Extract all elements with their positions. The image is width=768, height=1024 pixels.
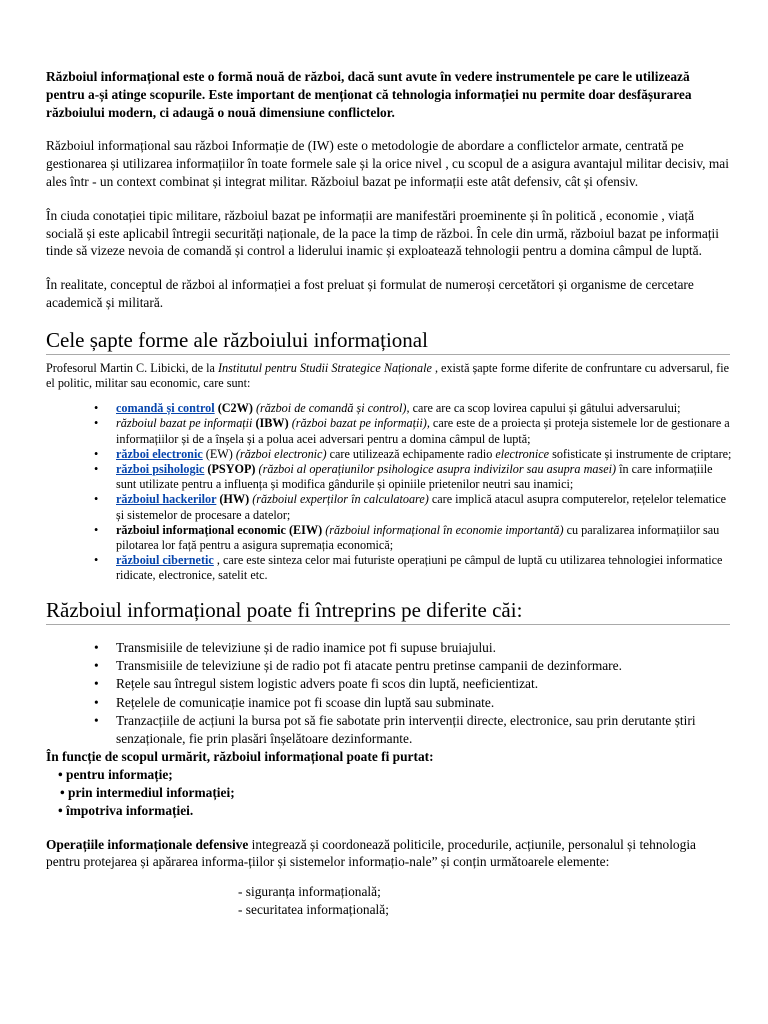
link-electronic-war[interactable]: război electronic (116, 446, 203, 461)
item-text: cu paralizarea informațiilor sau pilotarea lor față pentru a asigura supremația economică; (116, 522, 720, 552)
item-italic: (război electronic) (235, 446, 327, 461)
purpose-item: • împotriva informației. (58, 802, 194, 818)
document-page (46, 68, 730, 919)
element-item: - siguranța informațională; (238, 884, 381, 900)
link-hackers-war[interactable]: războiul hackerilor (116, 492, 217, 507)
list-item (116, 523, 732, 553)
item-abbr: (IBW) (252, 416, 292, 431)
item-text: care este de a proiecta și proteja sistemele lor de gestionare a informațiilor și de a înșela și a polua acei adversari pentru a domina câmpul de luptă; (116, 416, 730, 446)
lead-prefix: Profesorul Martin C. Libicki, de la (46, 360, 218, 375)
link-cyber-war[interactable]: războiul cibernetic (116, 553, 214, 568)
paragraph-definition: Războiul informațional sau război Informație de (IW) este o metodologie de abordare a conflictelor armate, centrată pe gestionarea și utilizarea informațiilor în toate formele sale și la orice nivel , cu scopul de a asigura avantajul militar decisiv, mai ales într - un context combinat și integrat militar. Războiul bazat pe informații este atât defensiv, cât și ofensiv. (46, 138, 729, 189)
defensive-term: Operațiile informaționale defensive (46, 836, 249, 852)
purpose-item: • pentru informație; (58, 767, 173, 783)
item-text-end: sofisticate și instrumente de criptare; (549, 446, 732, 461)
list-item: • Rețelele de comunicație inamice pot fi scoase din luptă sau subminate. (116, 694, 730, 712)
item-text: în care informațiile sunt utilizate pentru a influența și modifica gândurile și opiniile prietenilor neutri sau inamici; (116, 461, 713, 492)
intro-paragraph: Războiul informațional este o formă nouă de război, dacă sunt avute în vedere instrumentele pe care le utilizează pentru a-și atinge scopurile. Este important de menționat că tehnologia informației nu permite doar desfășurarea războiului modern, ci adaugă o nouă dimensiune conflictelor. (46, 69, 692, 120)
paragraph-reality: În realitate, conceptul de război al informației a fost preluat și formulat de numeroși cercetători și organisme de cercetare academică și militară. (46, 277, 694, 310)
link-command-control[interactable]: comandă și control (116, 401, 215, 416)
defensive-text: integrează și coordonează politicile, procedurile, acțiunile, personalul și tehnologia pentru protejarea și apărarea informa-țiilor și sistemelor informațio-nale” și conțin următoarele elemente: (46, 836, 696, 870)
element-item: - securitatea informațională; (238, 901, 389, 917)
paragraph-connotation: În ciuda conotației tipic militare, războiul bazat pe informații are manifestări proeminente și în politică , economie , viață socială și este aplicabil întregii securități naționale, de la pace la timp de război. În cele din urmă, războiul bazat pe informații tinde să vizeze nevoia de comandă și control a liderului inamic și exploatează tehnologii pentru a domina câmpul de luptă. (46, 207, 719, 259)
link-psychological-war[interactable]: război psihologic (116, 461, 205, 476)
list-item (116, 462, 732, 492)
section-heading-ways: Războiul informațional poate fi întreprins pe diferite căi: (46, 598, 730, 625)
item-italic: (război bazat pe informații), (291, 416, 430, 431)
item-italic: (războiul experților în calculatoare) (252, 492, 429, 507)
list-item (116, 553, 732, 583)
item-text-italic: electronice (495, 446, 550, 461)
list-item (116, 401, 732, 416)
item-italic: (războiul informațional în economie importantă) (325, 522, 564, 537)
item-italic: (război al operațiunilor psihologice asupra indivizilor sau asupra masei) (258, 461, 617, 476)
paragraph-defensive (46, 836, 730, 872)
item-italic: (război de comandă și control), (255, 401, 410, 416)
item-term: războiul informațional economic (116, 522, 286, 537)
list-item: • Transmisiile de televiziune și de radio inamice pot fi supuse bruiajului. (116, 639, 730, 657)
purpose-title: În funcție de scopul urmărit, războiul informațional poate fi purtat: (46, 749, 434, 765)
lead-suffix: , există șapte forme diferite de confruntare cu adversarul, fie el politic, militar sau economic, care sunt: (46, 360, 730, 390)
item-abbr: (PSYOP) (204, 461, 259, 476)
list-item: • Rețele sau întregul sistem logistic advers poate fi scos din luptă, neeficientizat. (116, 675, 730, 693)
item-text: care utilizează echipamente radio (326, 446, 496, 461)
item-abbr: (EIW) (285, 522, 326, 537)
section-heading-seven-forms: Cele șapte forme ale războiului informațional (46, 328, 730, 355)
forms-list (116, 401, 732, 583)
item-term: războiul bazat pe informații (116, 416, 253, 431)
item-abbr: (EW) (202, 446, 236, 461)
item-abbr: (HW) (216, 492, 253, 507)
item-text: care implică atacul asupra computerelor, rețelelor telematice și sistemelor de procesare a datelor; (116, 492, 727, 522)
list-item (116, 416, 732, 446)
item-text: , care este sinteza celor mai futuriste operațiuni pe câmpul de luptă cu utilizarea tehnologiei informatice ridicate, electronice, satelit etc. (116, 553, 723, 583)
ways-list (116, 639, 730, 749)
section-lead-paragraph (46, 361, 730, 391)
purpose-item: • prin intermediul informației; (60, 784, 235, 800)
item-abbr: (C2W) (214, 401, 256, 416)
list-item: • Transmisiile de televiziune și de radio pot fi atacate pentru pretinse campanii de dezinformare. (116, 657, 730, 675)
lead-institute: Institutul pentru Studii Strategice Naționale (217, 360, 432, 375)
list-item (116, 492, 732, 522)
list-item: • Tranzacțiile de acțiuni la bursa pot să fie sabotate prin intervenții directe, electronice, sau prin derutante știri senzaționale, fie prin plasări înșelătoare dezinformante. (116, 712, 730, 749)
item-text: care are ca scop lovirea capului și gâtului adversarului; (409, 401, 681, 416)
list-item (116, 447, 732, 462)
